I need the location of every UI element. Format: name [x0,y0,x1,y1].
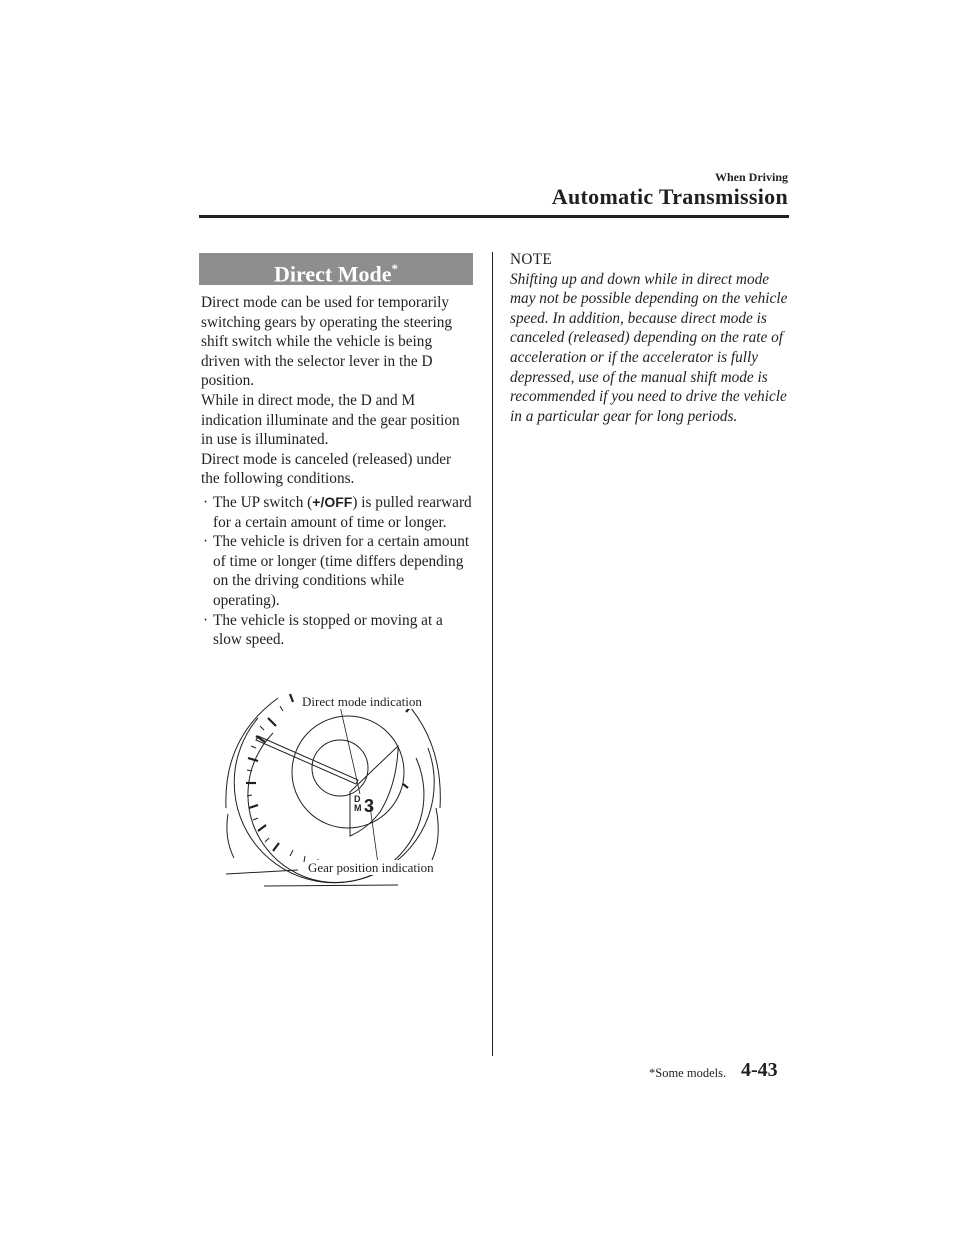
cluster-bezel [226,698,278,808]
cluster-hood-line [264,885,398,886]
list-item [201,532,473,610]
paragraph: Direct mode can be used for temporarily switching gears by operating the steering shift switch while the vehicle is being driven with the selector lever in the D position. [201,294,453,390]
figure [218,688,448,888]
footnote: *Some models. [649,1066,727,1080]
display-m-indicator: M [354,803,362,813]
right-column [510,250,790,426]
note-text: Shifting up and down while in direct mode may not be possible depending on the vehicle speed. In addition, because direct mode is canceled (released) depending on the rate of acceleration or if the accelerator is fully depressed, use of the manual shift mode is recommended if you need to drive the vehicle in a particular gear for long periods. [510,270,788,425]
some-models-asterisk: * [391,261,398,276]
gear-position-indication-label: Gear position indication [308,860,434,875]
gear-display-panel [350,746,398,836]
cluster-hood-line [226,870,298,874]
column-divider [492,252,493,1056]
paragraph: While in direct mode, the D and M indication illuminate and the gear position in use is illuminated. [201,391,460,449]
condition-list [201,493,473,650]
section-heading [199,253,473,285]
list-item [201,493,473,532]
list-item [201,611,473,650]
bullet-text: ) is pulled rearward for a certain amount of time or longer. [213,493,472,531]
bullet-text: The vehicle is stopped or moving at a slow speed. [213,611,443,649]
up-switch-label: +/OFF [312,493,353,510]
direct-mode-leader-line [340,706,360,794]
section-label: When Driving [714,170,788,184]
paragraph: Direct mode is canceled (released) under the following conditions. [201,450,452,488]
chapter-title: Automatic Transmission [551,184,788,209]
cluster-bezel [227,814,234,858]
direct-mode-indication-label: Direct mode indication [302,694,422,709]
page-number: 4-43 [741,1059,778,1081]
bullet-text: The UP switch ( [213,493,313,511]
bullet-dot: · [203,611,209,629]
cluster-bezel [432,808,438,860]
display-gear-number: 3 [364,796,375,816]
display-d-indicator: D [354,794,361,804]
header-rule [199,215,789,218]
note-label: NOTE [510,251,552,268]
left-column [201,293,473,650]
hub-outer-circle [292,716,404,828]
gauge-minor-ticks [247,706,318,865]
bullet-dot: · [203,533,209,551]
bullet-text: The vehicle is driven for a certain amount of time or longer (time differs depending on the driving conditions while operating). [213,533,470,609]
bullet-dot: · [203,493,209,511]
instrument-cluster-illustration [218,688,448,888]
speedometer-needle [256,736,358,784]
section-heading-text: Direct Mode [274,261,392,287]
